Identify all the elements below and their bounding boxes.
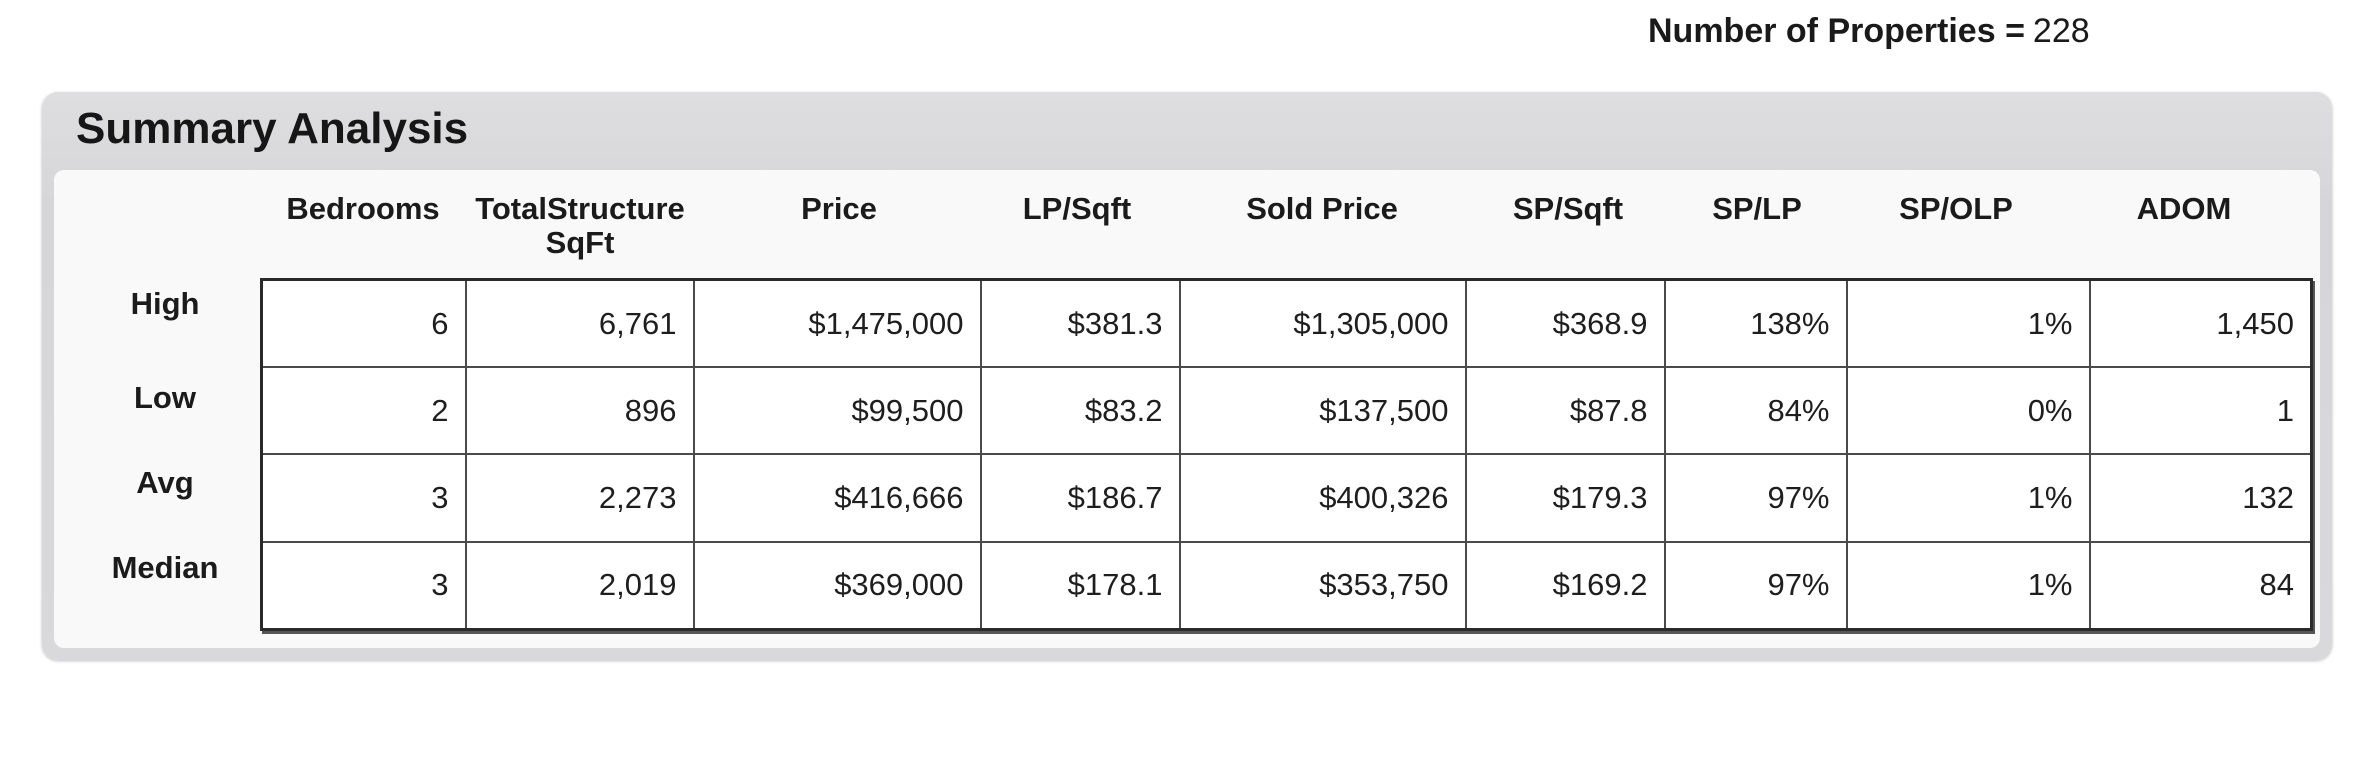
cell-low-price: $99,500: [694, 367, 981, 454]
cell-high-price: $1,475,000: [694, 280, 981, 368]
column-header-sp-sqft: SP/Sqft: [1512, 191, 1624, 226]
cell-median-sqft: 2,019: [466, 542, 694, 630]
cell-high-adom: 1,450: [2090, 280, 2312, 368]
cell-high-sp-lp: 138%: [1665, 280, 1847, 368]
table-row: [262, 454, 2312, 541]
column-header-sp-lp: SP/LP: [1712, 191, 1802, 226]
cell-avg-adom: 132: [2090, 454, 2312, 541]
column-header-bedrooms: Bedrooms: [286, 191, 440, 226]
cell-low-lp-sqft: $83.2: [981, 367, 1180, 454]
cell-low-sqft: 896: [466, 367, 694, 454]
cell-avg-sold-price: $400,326: [1180, 454, 1466, 541]
row-label-high: High: [130, 286, 200, 321]
cell-median-bedrooms: 3: [262, 542, 466, 630]
table-row: [262, 542, 2312, 630]
cell-low-sp-lp: 84%: [1665, 367, 1847, 454]
cell-avg-sqft: 2,273: [466, 454, 694, 541]
cell-median-sp-sqft: $169.2: [1466, 542, 1665, 630]
cell-median-price: $369,000: [694, 542, 981, 630]
column-header-lp-sqft: LP/Sqft: [1022, 191, 1132, 226]
cell-high-sqft: 6,761: [466, 280, 694, 368]
property-count-label: Number of Properties =: [1648, 12, 2025, 50]
cell-avg-bedrooms: 3: [262, 454, 466, 541]
column-header-adom: ADOM: [2136, 191, 2232, 226]
cell-avg-sp-lp: 97%: [1665, 454, 1847, 541]
row-label-avg: Avg: [136, 465, 194, 500]
property-count: [1648, 12, 2090, 51]
cell-high-sp-olp: 1%: [1847, 280, 2090, 368]
cell-high-sp-sqft: $368.9: [1466, 280, 1665, 368]
table-row: [262, 367, 2312, 454]
cell-avg-price: $416,666: [694, 454, 981, 541]
cell-low-sp-sqft: $87.8: [1466, 367, 1665, 454]
column-header-total-sqft: TotalStructure SqFt: [475, 191, 685, 260]
cell-low-sold-price: $137,500: [1180, 367, 1466, 454]
column-header-sold-price: Sold Price: [1246, 191, 1398, 226]
cell-median-sp-lp: 97%: [1665, 542, 1847, 630]
cell-avg-sp-sqft: $179.3: [1466, 454, 1665, 541]
cell-avg-lp-sqft: $186.7: [981, 454, 1180, 541]
cell-median-sold-price: $353,750: [1180, 542, 1466, 630]
cell-low-adom: 1: [2090, 367, 2312, 454]
cell-high-lp-sqft: $381.3: [981, 280, 1180, 368]
cell-median-adom: 84: [2090, 542, 2312, 630]
summary-table: [260, 278, 2313, 631]
cell-high-bedrooms: 6: [262, 280, 466, 368]
column-header-sp-olp: SP/OLP: [1899, 191, 2013, 226]
cell-median-sp-olp: 1%: [1847, 542, 2090, 630]
property-count-value: 228: [2032, 12, 2090, 50]
column-header-price: Price: [801, 191, 877, 226]
panel-title: Summary Analysis: [76, 104, 469, 153]
cell-avg-sp-olp: 1%: [1847, 454, 2090, 541]
cell-median-lp-sqft: $178.1: [981, 542, 1180, 630]
cell-low-bedrooms: 2: [262, 367, 466, 454]
row-label-low: Low: [134, 380, 196, 415]
cell-high-sold-price: $1,305,000: [1180, 280, 1466, 368]
row-label-median: Median: [111, 550, 219, 585]
cell-low-sp-olp: 0%: [1847, 367, 2090, 454]
table-row: [262, 280, 2312, 368]
